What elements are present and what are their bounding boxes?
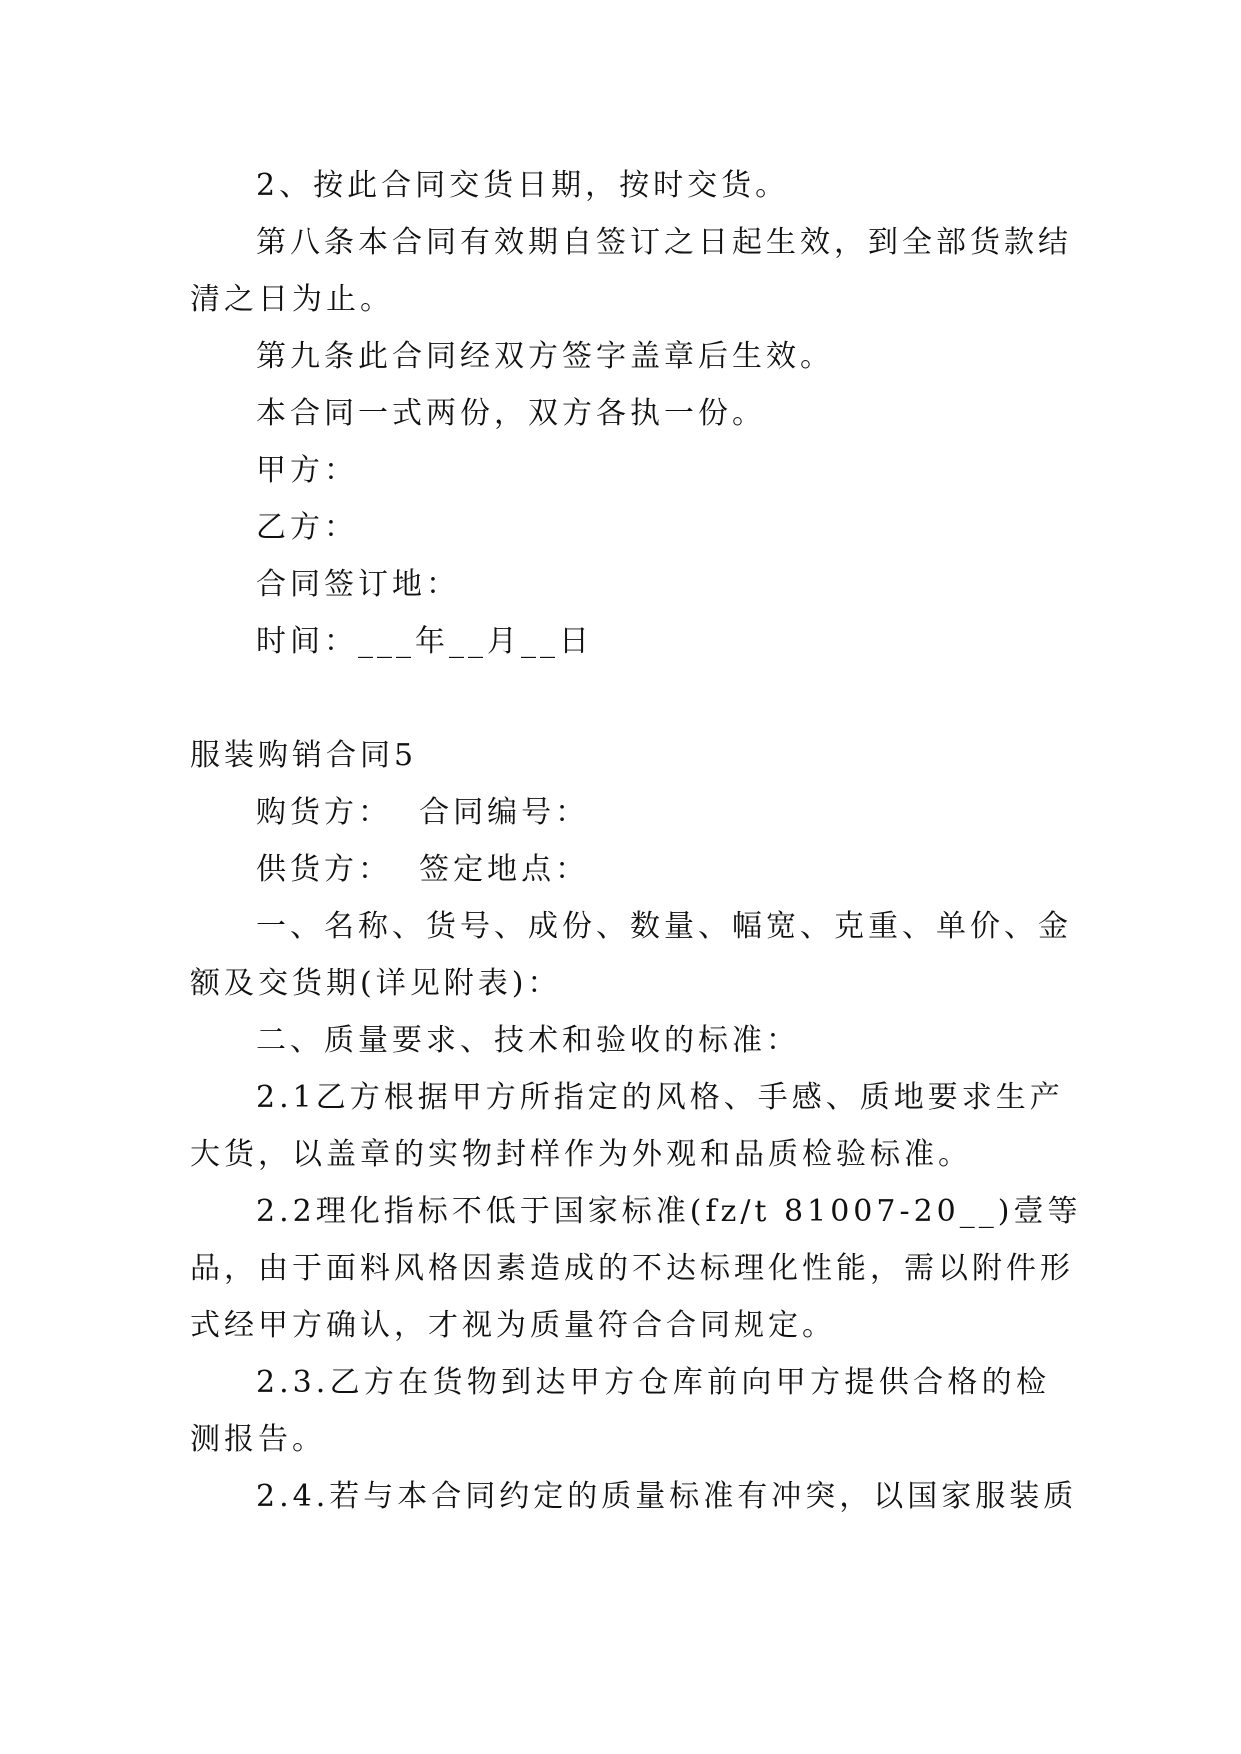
section-title: 服装购销合同5 xyxy=(190,738,418,773)
text-line-clause-2: 二、质量要求、技术和验收的标准： xyxy=(256,1023,800,1058)
text-line-copies: 本合同一式两份，双方各执一份。 xyxy=(256,396,766,431)
text-line-buyer: 购货方： 合同编号： xyxy=(256,795,590,830)
text-line-party-a: 甲方： xyxy=(256,453,358,488)
text-line-clause-2-2-cont: 品，由于面料风格因素造成的不达标理化性能，需以附件形 xyxy=(190,1251,1074,1286)
text-line-clause-2-1-cont: 大货，以盖章的实物封样作为外观和品质检验标准。 xyxy=(190,1137,972,1172)
text-line-article-8-cont: 清之日为止。 xyxy=(190,282,394,317)
text-line-party-b: 乙方： xyxy=(256,510,358,545)
text-line-clause-1-cont: 额及交货期(详见附表)： xyxy=(190,966,562,1001)
text-line-article-9: 第九条此合同经双方签字盖章后生效。 xyxy=(256,339,834,374)
text-line-date: 时间：___年__月__日 xyxy=(256,624,593,659)
text-line-signing-place: 合同签订地： xyxy=(256,567,460,602)
text-line-supplier: 供货方： 签定地点： xyxy=(256,852,590,887)
text-line-clause-2-2-cont2: 式经甲方确认，才视为质量符合合同规定。 xyxy=(190,1308,836,1343)
text-line-clause-2-1: 2.1乙方根据甲方所指定的风格、手感、质地要求生产 xyxy=(256,1080,1064,1115)
text-line-article-8: 第八条本合同有效期自签订之日起生效，到全部货款结 xyxy=(256,225,1072,260)
text-line-clause-2-3: 2.3.乙方在货物到达甲方仓库前向甲方提供合格的检 xyxy=(256,1365,1050,1400)
text-line-clause-2-2: 2.2理化指标不低于国家标准(fz/t 81007-20__)壹等 xyxy=(256,1194,1082,1229)
text-line-delivery-on-time: 2、按此合同交货日期，按时交货。 xyxy=(256,168,790,203)
text-line-clause-2-4: 2.4.若与本合同约定的质量标准有冲突，以国家服装质 xyxy=(256,1479,1078,1514)
text-line-clause-1: 一、名称、货号、成份、数量、幅宽、克重、单价、金 xyxy=(256,909,1072,944)
text-line-clause-2-3-cont: 测报告。 xyxy=(190,1422,326,1457)
